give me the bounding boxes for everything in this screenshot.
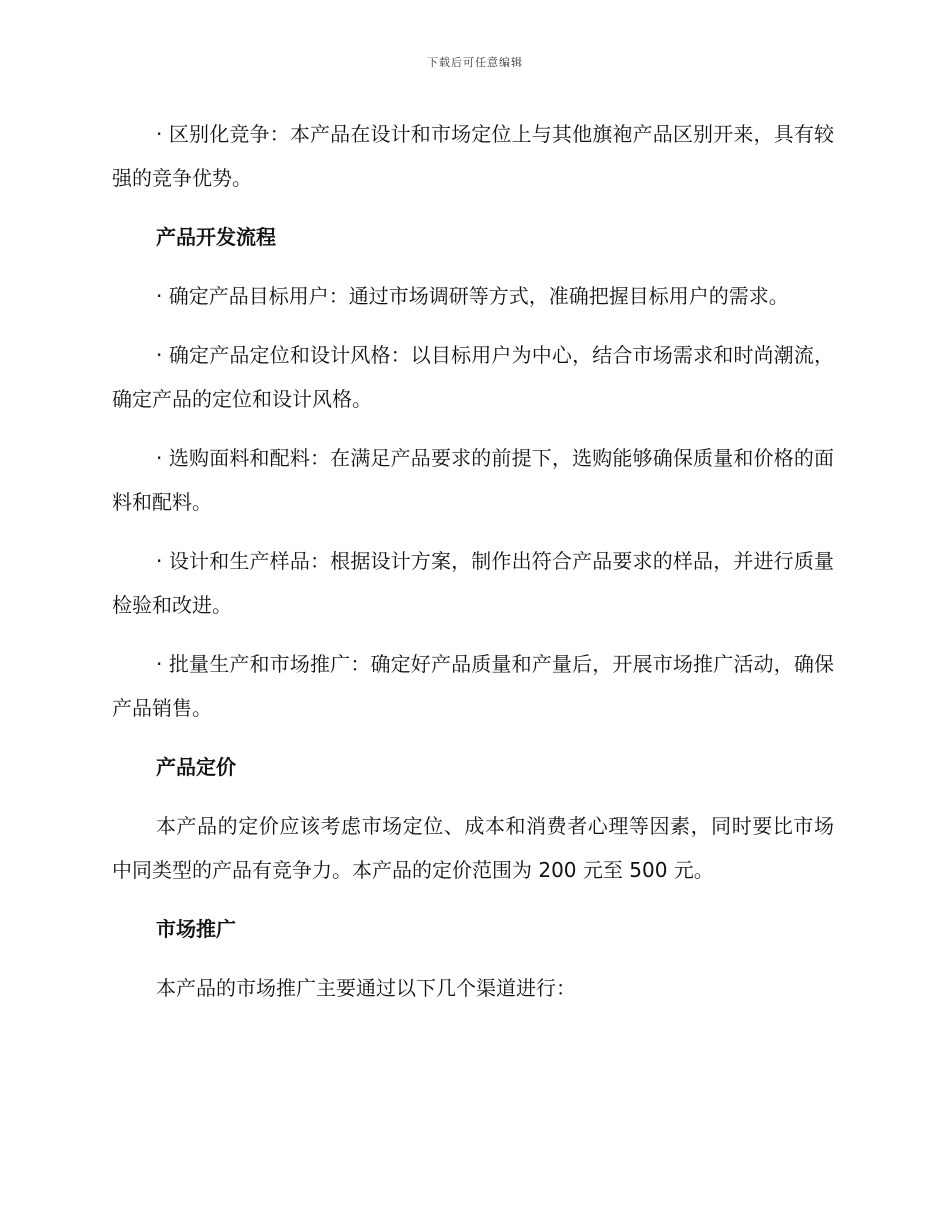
bullet-positioning-style: · 确定产品定位和设计风格：以目标用户为中心，结合市场需求和时尚潮流，确定产品的定位和设计风格。 <box>112 343 834 411</box>
pricing-paragraph: 本产品的定价应该考虑市场定位、成本和消费者心理等因素，同时要比市场中同类型的产品有竞争力。本产品的定价范围为 200 元至 500 元。 <box>112 814 834 882</box>
section-heading-pricing: 产品定价 <box>156 755 236 779</box>
marketing-paragraph: 本产品的市场推广主要通过以下几个渠道进行： <box>156 976 576 1000</box>
bullet-differentiated-competition: · 区别化竞争：本产品在设计和市场定位上与其他旗袍产品区别开来，具有较强的竞争优势。 <box>112 122 834 190</box>
page-header-note: 下载后可任意编辑 <box>427 56 523 69</box>
bullet-mass-production: · 批量生产和市场推广：确定好产品质量和产量后，开展市场推广活动，确保产品销售。 <box>112 652 834 720</box>
bullet-materials: · 选购面料和配料：在满足产品要求的前提下，选购能够确保质量和价格的面料和配料。 <box>112 446 834 514</box>
section-heading-marketing: 市场推广 <box>156 917 236 941</box>
section-heading-development-process: 产品开发流程 <box>156 225 276 249</box>
bullet-samples: · 设计和生产样品：根据设计方案，制作出符合产品要求的样品，并进行质量检验和改进。 <box>112 549 834 617</box>
document-body <box>112 112 834 1025</box>
bullet-target-users: · 确定产品目标用户：通过市场调研等方式，准确把握目标用户的需求。 <box>156 284 789 308</box>
